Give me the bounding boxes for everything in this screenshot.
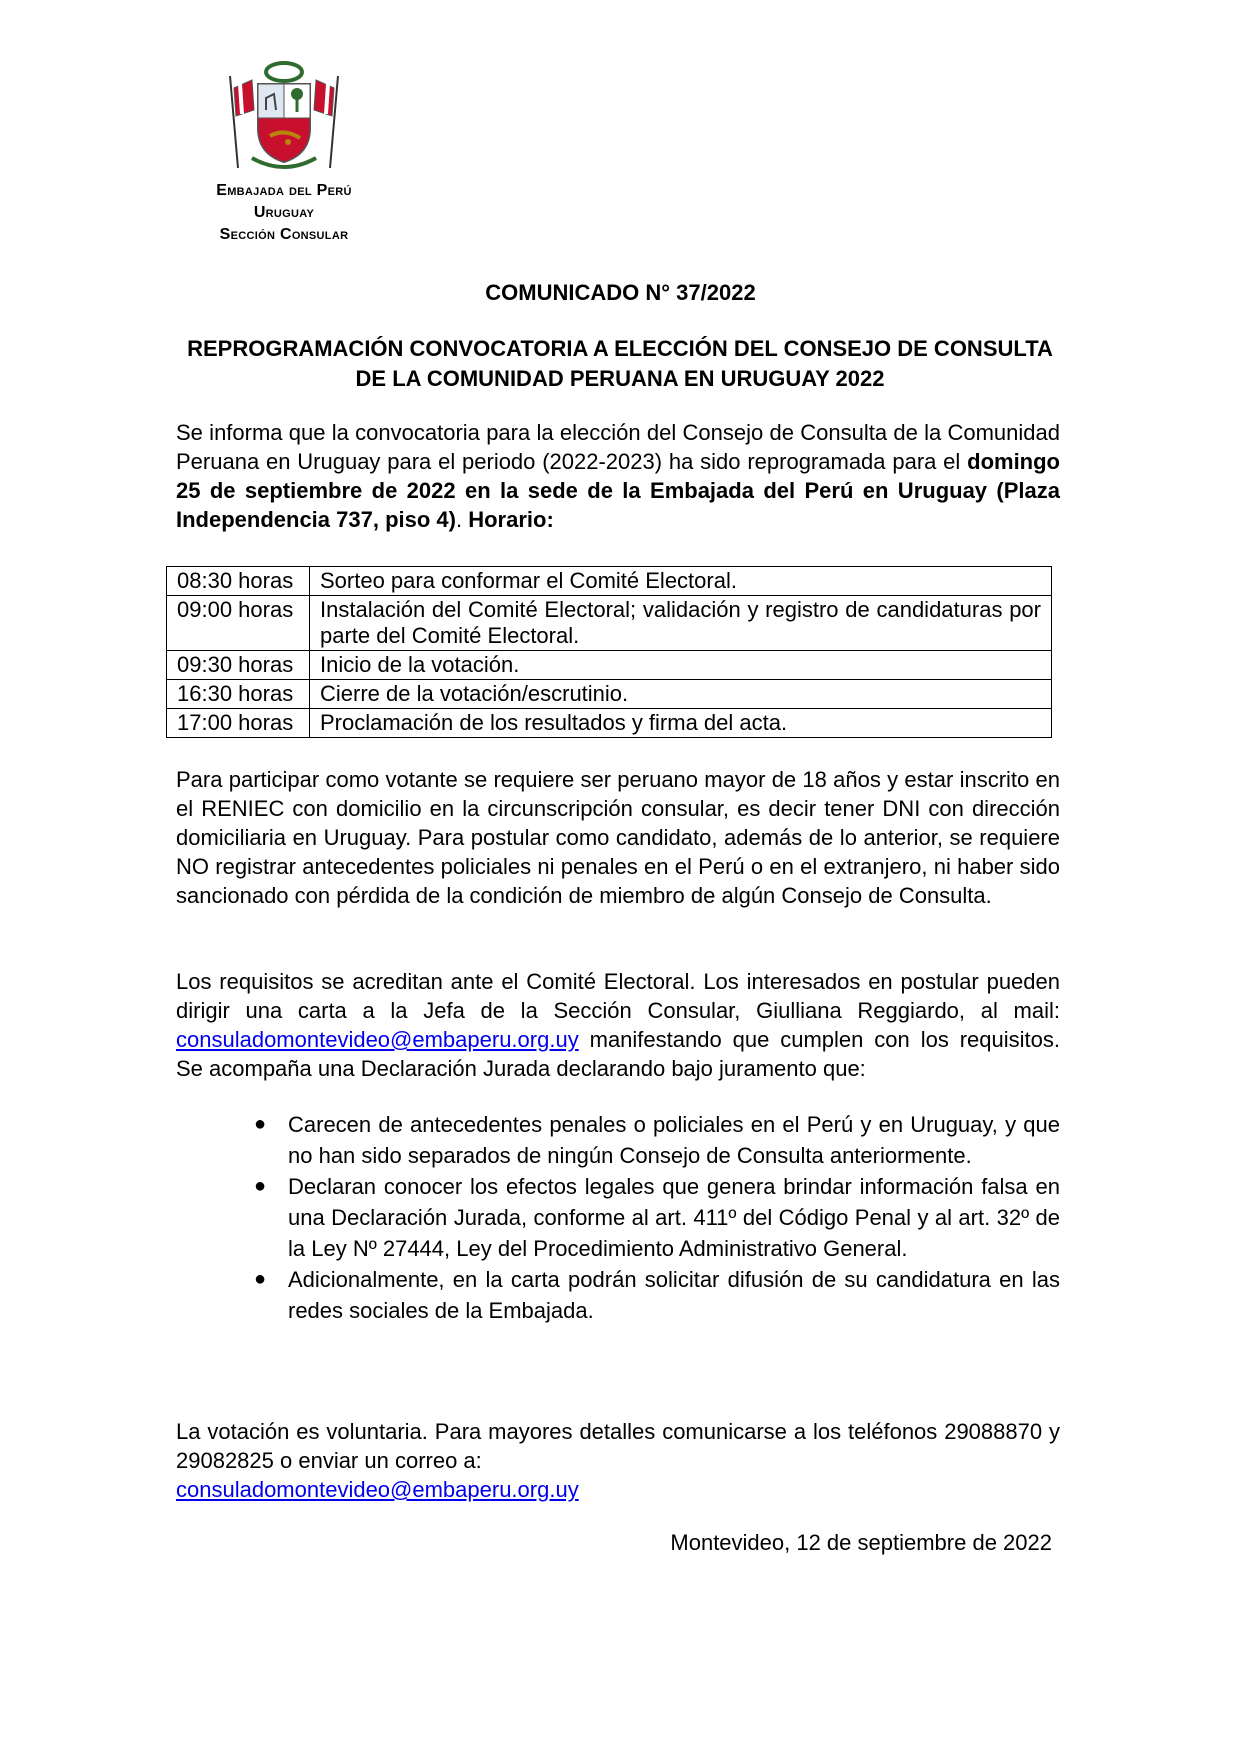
consulate-email-link[interactable]: consuladomontevideo@embaperu.org.uy [176,1027,579,1052]
closing-paragraph [176,1417,1060,1504]
schedule-time: 09:30 horas [167,651,310,680]
table-row [167,680,1052,709]
table-row [167,567,1052,596]
org-line-embassy: Embajada del Perú [216,182,352,199]
issuer-organization [150,180,418,246]
application-text-a: Los requisitos se acreditan ante el Comité Electoral. Los interesados en postular pueden dirigir una carta a la Jefa de la Sección Consular, Giulliana Reggiardo, al mail: [176,969,1060,1023]
list-item [250,1109,1060,1171]
declaration-bullet-list [250,1109,1060,1326]
table-row [167,709,1052,738]
list-item [250,1264,1060,1326]
application-paragraph [176,967,1060,1083]
bullet-icon: ● [254,1268,267,1290]
intro-bold-schedule-label: Horario: [468,507,554,532]
schedule-activity: Proclamación de los resultados y firma del acta. [310,709,1052,738]
bullet-text: Carecen de antecedentes penales o policiales en el Perú y en Uruguay, y que no han sido separados de ningún Consejo de Consulta anteriormente. [288,1112,1060,1168]
schedule-time: 08:30 horas [167,567,310,596]
bullet-icon: ● [254,1175,267,1197]
bullet-text: Adicionalmente, en la carta podrán solicitar difusión de su candidatura en las redes sociales de la Embajada. [288,1267,1060,1323]
bullet-text: Declaran conocer los efectos legales que genera brindar información falsa en una Declaración Jurada, conforme al art. 411º del Código Penal y al art. 32º de la Ley Nº 27444, Ley del Procedimiento Administrativo General. [288,1174,1060,1261]
org-line-section: Sección Consular [219,226,349,243]
intro-paragraph [176,418,1060,534]
document-title: REPROGRAMACIÓN CONVOCATORIA A ELECCIÓN DEL CONSEJO DE CONSULTA DE LA COMUNIDAD PERUANA EN URUGUAY 2022 [187,336,1053,391]
application-text-b: manifestando que cumplen con los requisitos. Se acompaña una Declaración Jurada declarando bajo juramento que: [176,1027,1060,1081]
schedule-activity: Inicio de la votación. [310,651,1052,680]
place-and-date: Montevideo, 12 de septiembre de 2022 [670,1530,1052,1555]
schedule-activity: Sorteo para conformar el Comité Electoral. [310,567,1052,596]
schedule-time: 09:00 horas [167,596,310,651]
schedule-table [166,566,1052,738]
schedule-activity: Instalación del Comité Electoral; validación y registro de candidaturas por parte del Comité Electoral. [310,596,1052,651]
list-item [250,1171,1060,1264]
table-row [167,596,1052,651]
intro-text-a: Se informa que la convocatoria para la elección del Consejo de Consulta de la Comunidad Peruana en Uruguay para el periodo (2022-2023) ha sido reprogramada para el [176,420,1060,474]
schedule-time: 16:30 horas [167,680,310,709]
schedule-activity: Cierre de la votación/escrutinio. [310,680,1052,709]
schedule-time: 17:00 horas [167,709,310,738]
org-line-country: Uruguay [253,204,315,221]
requirements-paragraph: Para participar como votante se requiere ser peruano mayor de 18 años y estar inscrito en el RENIEC con domicilio en la circunscripción consular, es decir tener DNI con dirección domiciliaria en Uruguay. Para postular como candidato, además de lo anterior, se requiere NO registrar antecedentes policiales ni penales en el Perú o en el extranjero, ni haber sido sancionado con pérdida de la condición de miembro de algún Consejo de Consulta. [176,767,1060,908]
peru-coat-of-arms-icon [222,58,346,176]
table-row [167,651,1052,680]
intro-bold-date-venue: domingo 25 de septiembre de 2022 en la sede de la Embajada del Perú en Uruguay (Plaza Independencia 737, piso 4) [176,449,1060,532]
document-number: COMUNICADO N° 37/2022 [485,280,756,305]
closing-email-link[interactable]: consuladomontevideo@embaperu.org.uy [176,1477,579,1502]
closing-text: La votación es voluntaria. Para mayores detalles comunicarse a los teléfonos 29088870 y 29082825 o enviar un correo a: [176,1419,1060,1473]
intro-text-b: . [455,507,469,532]
bullet-icon: ● [254,1113,267,1135]
